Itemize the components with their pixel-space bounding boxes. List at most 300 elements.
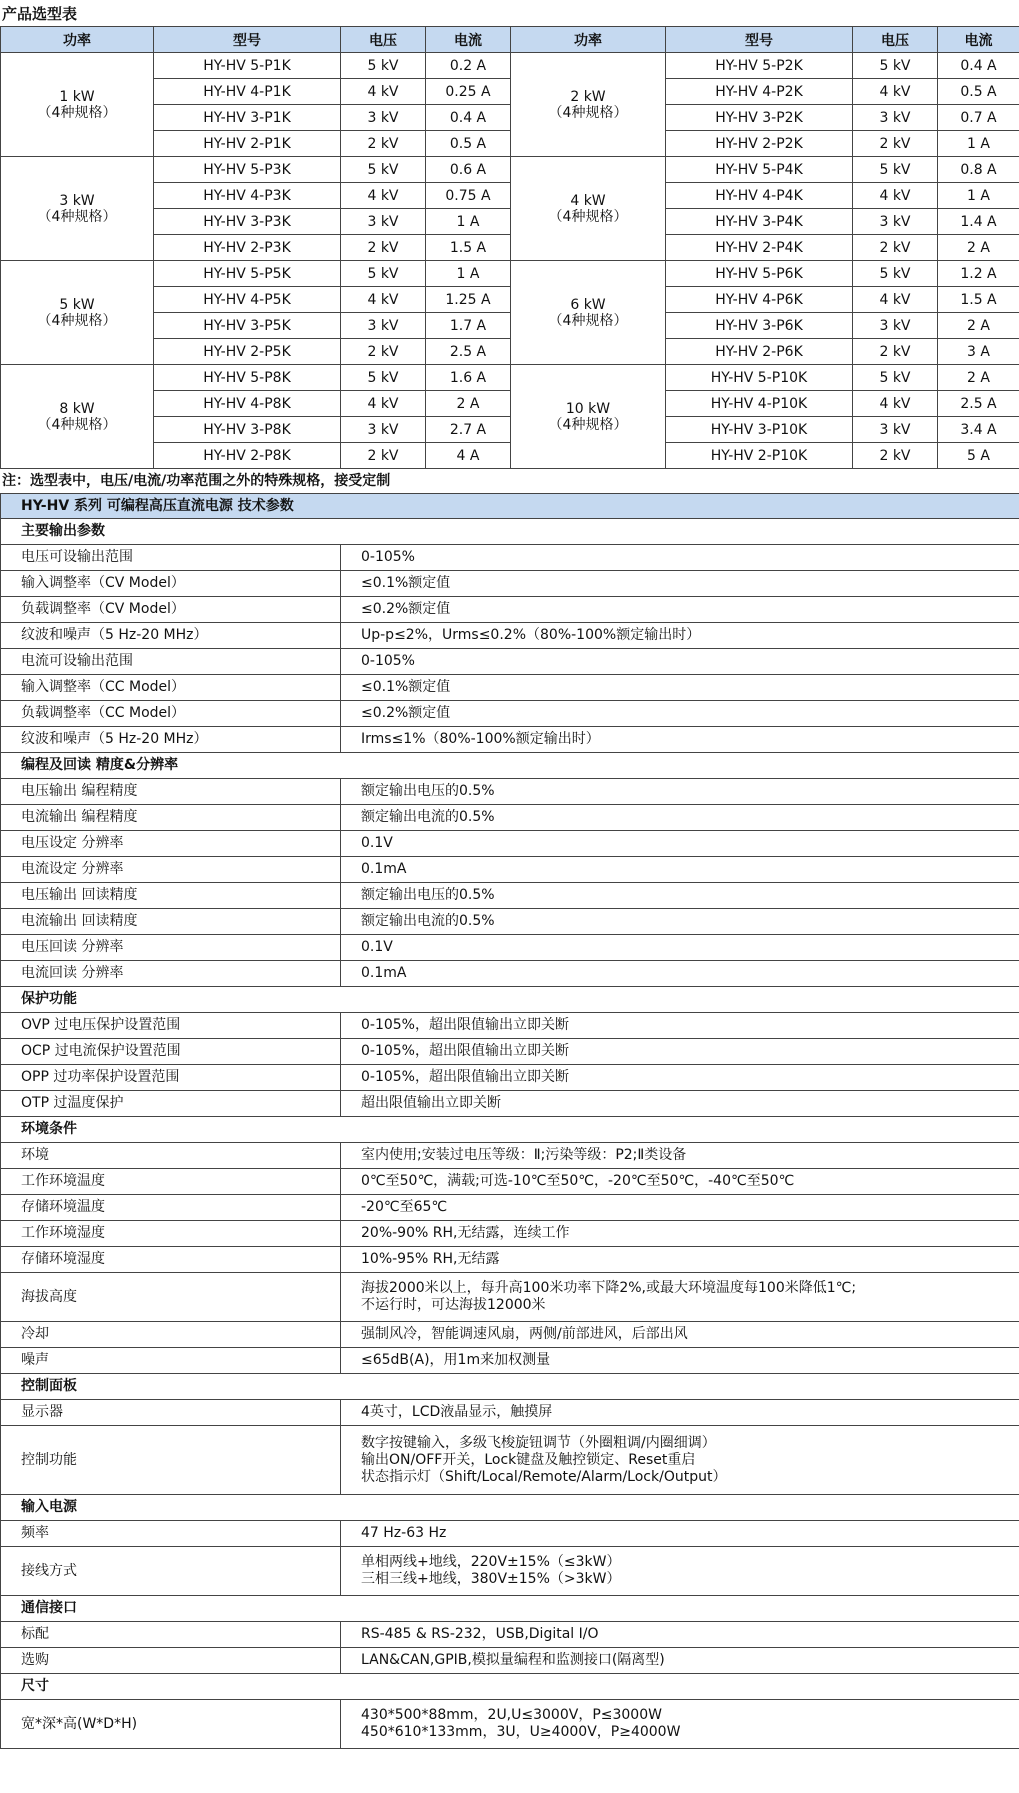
current-cell: 0.5 A bbox=[426, 131, 511, 157]
current-cell: 1.25 A bbox=[426, 287, 511, 313]
column-header: 电压 bbox=[341, 27, 426, 53]
table-row bbox=[1, 417, 1019, 443]
table-row bbox=[1, 1596, 1019, 1622]
section-header: 主要输出参数 bbox=[1, 519, 1019, 545]
model-cell: HY-HV 4-P10K bbox=[666, 391, 853, 417]
table-row bbox=[1, 391, 1019, 417]
spec-value bbox=[341, 1013, 1019, 1039]
power-cell bbox=[1, 261, 154, 365]
power-cell bbox=[1, 365, 154, 469]
voltage-cell: 4 kV bbox=[341, 391, 426, 417]
voltage-cell: 5 kV bbox=[341, 365, 426, 391]
spec-value bbox=[341, 935, 1019, 961]
spec-value bbox=[341, 909, 1019, 935]
spec-label: 环境 bbox=[1, 1143, 341, 1169]
spec-value-line: 单相两线+地线，220V±15%（≤3kW） bbox=[361, 1554, 621, 1570]
current-cell: 2 A bbox=[938, 365, 1019, 391]
power-value: 4 kW bbox=[570, 192, 606, 209]
spec-value bbox=[341, 1169, 1019, 1195]
voltage-cell: 3 kV bbox=[341, 417, 426, 443]
voltage-cell: 4 kV bbox=[341, 183, 426, 209]
spec-label: 电流可设输出范围 bbox=[1, 649, 341, 675]
voltage-cell: 3 kV bbox=[853, 209, 938, 235]
model-cell: HY-HV 2-P3K bbox=[154, 235, 341, 261]
spec-value-line: 0.1mA bbox=[361, 965, 407, 981]
voltage-cell: 3 kV bbox=[341, 313, 426, 339]
model-cell: HY-HV 3-P6K bbox=[666, 313, 853, 339]
spec-label: 电流输出 回读精度 bbox=[1, 909, 341, 935]
spec-value-line: RS-485 & RS-232，USB,Digital I/O bbox=[361, 1626, 599, 1642]
model-cell: HY-HV 4-P2K bbox=[666, 79, 853, 105]
power-value: 10 kW bbox=[565, 400, 611, 417]
voltage-cell: 3 kV bbox=[853, 313, 938, 339]
section-header: 保护功能 bbox=[1, 987, 1019, 1013]
spec-value bbox=[341, 571, 1019, 597]
table-row bbox=[1, 1247, 1019, 1273]
spec-label: OCP 过电流保护设置范围 bbox=[1, 1039, 341, 1065]
spec-label: 电压可设输出范围 bbox=[1, 545, 341, 571]
voltage-cell: 5 kV bbox=[853, 157, 938, 183]
current-cell: 1.5 A bbox=[426, 235, 511, 261]
power-value: 3 kW bbox=[59, 192, 95, 209]
model-cell: HY-HV 3-P5K bbox=[154, 313, 341, 339]
voltage-cell: 4 kV bbox=[853, 287, 938, 313]
voltage-cell: 3 kV bbox=[341, 209, 426, 235]
spec-value bbox=[341, 1547, 1019, 1596]
voltage-cell: 4 kV bbox=[341, 79, 426, 105]
current-cell: 2 A bbox=[938, 235, 1019, 261]
current-cell: 1.6 A bbox=[426, 365, 511, 391]
section-header: 输入电源 bbox=[1, 1495, 1019, 1521]
model-cell: HY-HV 3-P1K bbox=[154, 105, 341, 131]
current-cell: 4 A bbox=[426, 443, 511, 469]
model-cell: HY-HV 5-P4K bbox=[666, 157, 853, 183]
spec-value bbox=[341, 1273, 1019, 1322]
model-cell: HY-HV 3-P8K bbox=[154, 417, 341, 443]
table-row bbox=[1, 1039, 1019, 1065]
table-row bbox=[1, 831, 1019, 857]
power-value: 8 kW bbox=[59, 400, 95, 417]
power-cell bbox=[511, 53, 666, 157]
spec-value-line: 0-105%，超出限值输出立即关断 bbox=[361, 1069, 569, 1085]
model-cell: HY-HV 3-P4K bbox=[666, 209, 853, 235]
table-row bbox=[1, 701, 1019, 727]
spec-label: 负载调整率（CV Model） bbox=[1, 597, 341, 623]
voltage-cell: 4 kV bbox=[853, 79, 938, 105]
table-row bbox=[1, 1117, 1019, 1143]
table-row bbox=[1, 857, 1019, 883]
spec-label: 电流输出 编程精度 bbox=[1, 805, 341, 831]
model-cell: HY-HV 2-P8K bbox=[154, 443, 341, 469]
spec-title-row bbox=[1, 494, 1019, 519]
table-row bbox=[1, 365, 1019, 391]
table-row bbox=[1, 183, 1019, 209]
table-row bbox=[1, 675, 1019, 701]
table-row bbox=[1, 805, 1019, 831]
spec-label: 存储环境湿度 bbox=[1, 1247, 341, 1273]
model-cell: HY-HV 4-P5K bbox=[154, 287, 341, 313]
spec-value bbox=[341, 1426, 1019, 1495]
selection-note: 注：选型表中，电压/电流/功率范围之外的特殊规格，接受定制 bbox=[2, 473, 391, 489]
spec-value bbox=[341, 649, 1019, 675]
spec-label: 电压回读 分辨率 bbox=[1, 935, 341, 961]
table-row bbox=[1, 1221, 1019, 1247]
spec-label: 冷却 bbox=[1, 1322, 341, 1348]
spec-label: OVP 过电压保护设置范围 bbox=[1, 1013, 341, 1039]
section-header: 环境条件 bbox=[1, 1117, 1019, 1143]
table-row bbox=[1, 339, 1019, 365]
spec-value-line: ≤0.1%额定值 bbox=[361, 679, 451, 695]
table-row bbox=[1, 235, 1019, 261]
voltage-cell: 5 kV bbox=[853, 365, 938, 391]
spec-value bbox=[341, 1348, 1019, 1374]
column-header: 型号 bbox=[154, 27, 341, 53]
spec-value bbox=[341, 545, 1019, 571]
spec-label: 负载调整率（CC Model） bbox=[1, 701, 341, 727]
table-row bbox=[1, 443, 1019, 469]
spec-label: 海拔高度 bbox=[1, 1273, 341, 1322]
voltage-cell: 3 kV bbox=[341, 105, 426, 131]
spec-value bbox=[341, 779, 1019, 805]
column-header: 电流 bbox=[426, 27, 511, 53]
spec-count: （4种规格） bbox=[37, 104, 117, 121]
model-cell: HY-HV 2-P2K bbox=[666, 131, 853, 157]
model-cell: HY-HV 2-P10K bbox=[666, 443, 853, 469]
spec-value-line: -20℃至65℃ bbox=[361, 1199, 448, 1215]
spec-value-line: 数字按键输入，多级飞梭旋钮调节（外圈粗调/内圈细调） bbox=[361, 1434, 716, 1451]
spec-value-line: 450*610*133mm，3U，U≥4000V，P≥4000W bbox=[361, 1724, 681, 1740]
spec-title: HY-HV 系列 可编程高压直流电源 技术参数 bbox=[1, 494, 1019, 519]
model-cell: HY-HV 4-P8K bbox=[154, 391, 341, 417]
model-cell: HY-HV 5-P1K bbox=[154, 53, 341, 79]
current-cell: 0.5 A bbox=[938, 79, 1019, 105]
power-cell bbox=[511, 157, 666, 261]
current-cell: 0.7 A bbox=[938, 105, 1019, 131]
voltage-cell: 5 kV bbox=[341, 53, 426, 79]
spec-label: 存储环境温度 bbox=[1, 1195, 341, 1221]
spec-value bbox=[341, 701, 1019, 727]
voltage-cell: 2 kV bbox=[341, 131, 426, 157]
current-cell: 1.7 A bbox=[426, 313, 511, 339]
column-header: 功率 bbox=[511, 27, 666, 53]
current-cell: 3 A bbox=[938, 339, 1019, 365]
voltage-cell: 4 kV bbox=[853, 183, 938, 209]
table-row bbox=[1, 1195, 1019, 1221]
spec-value bbox=[341, 675, 1019, 701]
voltage-cell: 2 kV bbox=[341, 235, 426, 261]
voltage-cell: 2 kV bbox=[341, 339, 426, 365]
voltage-cell: 5 kV bbox=[853, 261, 938, 287]
spec-value bbox=[341, 1648, 1019, 1674]
table-row bbox=[1, 313, 1019, 339]
power-cell bbox=[511, 261, 666, 365]
table-row bbox=[1, 545, 1019, 571]
current-cell: 0.25 A bbox=[426, 79, 511, 105]
table-row bbox=[1, 961, 1019, 987]
selection-table bbox=[0, 26, 1019, 469]
current-cell: 1 A bbox=[426, 209, 511, 235]
table-row bbox=[1, 1065, 1019, 1091]
spec-value bbox=[341, 1400, 1019, 1426]
model-cell: HY-HV 2-P4K bbox=[666, 235, 853, 261]
spec-value-line: 超出限值输出立即关断 bbox=[361, 1095, 501, 1111]
spec-value bbox=[341, 1221, 1019, 1247]
spec-value-line: 额定输出电流的0.5% bbox=[361, 809, 495, 825]
spec-value-line: 额定输出电流的0.5% bbox=[361, 913, 495, 929]
spec-label: 工作环境温度 bbox=[1, 1169, 341, 1195]
spec-count: （4种规格） bbox=[548, 312, 628, 329]
spec-count: （4种规格） bbox=[548, 416, 628, 433]
spec-label: 电压设定 分辨率 bbox=[1, 831, 341, 857]
spec-label: 电压输出 回读精度 bbox=[1, 883, 341, 909]
spec-value-line: 状态指示灯（Shift/Local/Remote/Alarm/Lock/Output） bbox=[361, 1468, 727, 1485]
table-row bbox=[1, 1143, 1019, 1169]
spec-label: 选购 bbox=[1, 1648, 341, 1674]
spec-label: 工作环境湿度 bbox=[1, 1221, 341, 1247]
section-header: 尺寸 bbox=[1, 1674, 1019, 1700]
spec-value bbox=[341, 597, 1019, 623]
current-cell: 0.75 A bbox=[426, 183, 511, 209]
spec-value-line: 0-105% bbox=[361, 549, 415, 565]
table-row bbox=[1, 1426, 1019, 1495]
table-row bbox=[1, 1013, 1019, 1039]
current-cell: 2.5 A bbox=[938, 391, 1019, 417]
spec-value-line: 10%-95% RH,无结露 bbox=[361, 1251, 500, 1267]
power-value: 1 kW bbox=[59, 88, 95, 105]
spec-value-line: LAN&CAN,GPIB,模拟量编程和监测接口(隔离型) bbox=[361, 1652, 665, 1668]
power-value: 5 kW bbox=[59, 296, 95, 313]
spec-value-line: 强制风冷，智能调速风扇，两侧/前部进风，后部出风 bbox=[361, 1326, 688, 1342]
spec-value-line: ≤0.1%额定值 bbox=[361, 575, 451, 591]
current-cell: 1.2 A bbox=[938, 261, 1019, 287]
table-row bbox=[1, 1348, 1019, 1374]
current-cell: 2.7 A bbox=[426, 417, 511, 443]
model-cell: HY-HV 4-P4K bbox=[666, 183, 853, 209]
table-row bbox=[1, 287, 1019, 313]
spec-value-line: 额定输出电压的0.5% bbox=[361, 887, 495, 903]
spec-value-line: 0.1V bbox=[361, 939, 393, 955]
current-cell: 1 A bbox=[426, 261, 511, 287]
table-row bbox=[1, 1674, 1019, 1700]
spec-value bbox=[341, 1195, 1019, 1221]
table-row bbox=[1, 935, 1019, 961]
spec-value-line: 三相三线+地线，380V±15%（>3kW） bbox=[361, 1571, 621, 1587]
power-cell bbox=[1, 53, 154, 157]
spec-value bbox=[341, 727, 1019, 753]
table-row bbox=[1, 909, 1019, 935]
column-header: 型号 bbox=[666, 27, 853, 53]
spec-label: 标配 bbox=[1, 1622, 341, 1648]
table-row bbox=[1, 753, 1019, 779]
spec-value bbox=[341, 961, 1019, 987]
spec-value bbox=[341, 1091, 1019, 1117]
column-header: 电压 bbox=[853, 27, 938, 53]
model-cell: HY-HV 2-P6K bbox=[666, 339, 853, 365]
current-cell: 2 A bbox=[938, 313, 1019, 339]
spec-value-line: 海拔2000米以上，每升高100米功率下降2%,或最大环境温度每100米降低1℃; bbox=[361, 1280, 857, 1296]
spec-value bbox=[341, 831, 1019, 857]
spec-value-line: ≤0.2%额定值 bbox=[361, 601, 451, 617]
spec-label: 输入调整率（CV Model） bbox=[1, 571, 341, 597]
spec-value-line: 47 Hz-63 Hz bbox=[361, 1525, 447, 1541]
table-row bbox=[1, 1400, 1019, 1426]
spec-label: OPP 过功率保护设置范围 bbox=[1, 1065, 341, 1091]
table-row bbox=[1, 105, 1019, 131]
table-row bbox=[1, 131, 1019, 157]
power-value: 6 kW bbox=[570, 296, 606, 313]
spec-value bbox=[341, 805, 1019, 831]
power-cell bbox=[511, 365, 666, 469]
table-row bbox=[1, 209, 1019, 235]
table-row bbox=[1, 1273, 1019, 1322]
voltage-cell: 2 kV bbox=[853, 339, 938, 365]
current-cell: 0.4 A bbox=[426, 105, 511, 131]
current-cell: 5 A bbox=[938, 443, 1019, 469]
spec-value-line: 20%-90% RH,无结露，连续工作 bbox=[361, 1225, 570, 1241]
spec-value bbox=[341, 1143, 1019, 1169]
model-cell: HY-HV 2-P1K bbox=[154, 131, 341, 157]
section-header: 通信接口 bbox=[1, 1596, 1019, 1622]
voltage-cell: 2 kV bbox=[853, 443, 938, 469]
spec-label: 接线方式 bbox=[1, 1547, 341, 1596]
current-cell: 3.4 A bbox=[938, 417, 1019, 443]
model-cell: HY-HV 4-P6K bbox=[666, 287, 853, 313]
spec-value bbox=[341, 1622, 1019, 1648]
model-cell: HY-HV 2-P5K bbox=[154, 339, 341, 365]
spec-value-line: ≤0.2%额定值 bbox=[361, 705, 451, 721]
table-row bbox=[1, 1169, 1019, 1195]
spec-label: 电流回读 分辨率 bbox=[1, 961, 341, 987]
spec-value-line: 4英寸，LCD液晶显示，触摸屏 bbox=[361, 1404, 553, 1420]
voltage-cell: 2 kV bbox=[853, 235, 938, 261]
spec-value-line: 0℃至50℃，满载;可选-10℃至50℃，-20℃至50℃，-40℃至50℃ bbox=[361, 1173, 795, 1189]
table-row bbox=[1, 883, 1019, 909]
spec-value-line: ≤65dB(A)，用1m来加权测量 bbox=[361, 1352, 551, 1368]
voltage-cell: 2 kV bbox=[341, 443, 426, 469]
model-cell: HY-HV 5-P2K bbox=[666, 53, 853, 79]
table-row bbox=[1, 1322, 1019, 1348]
table-row bbox=[1, 727, 1019, 753]
spec-label: 输入调整率（CC Model） bbox=[1, 675, 341, 701]
spec-value bbox=[341, 883, 1019, 909]
spec-label: 控制功能 bbox=[1, 1426, 341, 1495]
table-row bbox=[1, 1648, 1019, 1674]
spec-value bbox=[341, 1065, 1019, 1091]
spec-label: 纹波和噪声（5 Hz-20 MHz） bbox=[1, 623, 341, 649]
spec-label: OTP 过温度保护 bbox=[1, 1091, 341, 1117]
spec-label: 宽*深*高(W*D*H) bbox=[1, 1700, 341, 1749]
spec-label: 纹波和噪声（5 Hz-20 MHz） bbox=[1, 727, 341, 753]
selection-header-row bbox=[1, 27, 1019, 53]
table-row bbox=[1, 1521, 1019, 1547]
spec-value bbox=[341, 623, 1019, 649]
current-cell: 1 A bbox=[938, 183, 1019, 209]
table-row bbox=[1, 623, 1019, 649]
spec-label: 显示器 bbox=[1, 1400, 341, 1426]
column-header: 电流 bbox=[938, 27, 1019, 53]
model-cell: HY-HV 3-P10K bbox=[666, 417, 853, 443]
table-row bbox=[1, 597, 1019, 623]
voltage-cell: 3 kV bbox=[853, 417, 938, 443]
spec-count: （4种规格） bbox=[37, 416, 117, 433]
spec-value-line: Up-p≤2%，Urms≤0.2%（80%-100%额定输出时） bbox=[361, 627, 701, 643]
section-header: 控制面板 bbox=[1, 1374, 1019, 1400]
voltage-cell: 5 kV bbox=[341, 261, 426, 287]
spec-table bbox=[0, 493, 1019, 1749]
table-row bbox=[1, 1547, 1019, 1596]
spec-value-line: 0-105% bbox=[361, 653, 415, 669]
spec-count: （4种规格） bbox=[37, 312, 117, 329]
spec-value bbox=[341, 1039, 1019, 1065]
model-cell: HY-HV 5-P3K bbox=[154, 157, 341, 183]
voltage-cell: 5 kV bbox=[853, 53, 938, 79]
table-row bbox=[1, 1374, 1019, 1400]
voltage-cell: 4 kV bbox=[853, 391, 938, 417]
spec-value bbox=[341, 1521, 1019, 1547]
model-cell: HY-HV 5-P5K bbox=[154, 261, 341, 287]
spec-count: （4种规格） bbox=[548, 104, 628, 121]
current-cell: 0.2 A bbox=[426, 53, 511, 79]
table-row bbox=[1, 1700, 1019, 1749]
spec-value-line: 0-105%，超出限值输出立即关断 bbox=[361, 1043, 569, 1059]
voltage-cell: 5 kV bbox=[341, 157, 426, 183]
table-row bbox=[1, 779, 1019, 805]
spec-count: （4种规格） bbox=[548, 208, 628, 225]
spec-value bbox=[341, 857, 1019, 883]
table-row bbox=[1, 519, 1019, 545]
model-cell: HY-HV 3-P2K bbox=[666, 105, 853, 131]
column-header: 功率 bbox=[1, 27, 154, 53]
spec-count: （4种规格） bbox=[37, 208, 117, 225]
voltage-cell: 3 kV bbox=[853, 105, 938, 131]
section-header: 编程及回读 精度&分辨率 bbox=[1, 753, 1019, 779]
power-value: 2 kW bbox=[570, 88, 606, 105]
current-cell: 1 A bbox=[938, 131, 1019, 157]
table-row bbox=[1, 1495, 1019, 1521]
model-cell: HY-HV 3-P3K bbox=[154, 209, 341, 235]
current-cell: 2.5 A bbox=[426, 339, 511, 365]
table-row bbox=[1, 53, 1019, 79]
current-cell: 2 A bbox=[426, 391, 511, 417]
current-cell: 1.5 A bbox=[938, 287, 1019, 313]
spec-value-line: Irms≤1%（80%-100%额定输出时） bbox=[361, 731, 600, 747]
current-cell: 1.4 A bbox=[938, 209, 1019, 235]
table-row bbox=[1, 1622, 1019, 1648]
table-row bbox=[1, 79, 1019, 105]
spec-value bbox=[341, 1700, 1019, 1749]
selection-table-title: 产品选型表 bbox=[2, 5, 78, 23]
model-cell: HY-HV 4-P3K bbox=[154, 183, 341, 209]
spec-label: 频率 bbox=[1, 1521, 341, 1547]
current-cell: 0.8 A bbox=[938, 157, 1019, 183]
spec-value-line: 室内使用;安装过电压等级：Ⅱ;污染等级：P2;Ⅱ类设备 bbox=[361, 1147, 687, 1163]
voltage-cell: 2 kV bbox=[853, 131, 938, 157]
spec-label: 电流设定 分辨率 bbox=[1, 857, 341, 883]
spec-label: 电压输出 编程精度 bbox=[1, 779, 341, 805]
spec-value-line: 额定输出电压的0.5% bbox=[361, 783, 495, 799]
current-cell: 0.6 A bbox=[426, 157, 511, 183]
table-row bbox=[1, 1091, 1019, 1117]
model-cell: HY-HV 4-P1K bbox=[154, 79, 341, 105]
model-cell: HY-HV 5-P10K bbox=[666, 365, 853, 391]
spec-value-line: 430*500*88mm，2U,U≤3000V，P≤3000W bbox=[361, 1707, 662, 1723]
spec-value-line: 0-105%，超出限值输出立即关断 bbox=[361, 1017, 569, 1033]
spec-value-line: 0.1V bbox=[361, 835, 393, 851]
current-cell: 0.4 A bbox=[938, 53, 1019, 79]
power-cell bbox=[1, 157, 154, 261]
voltage-cell: 4 kV bbox=[341, 287, 426, 313]
spec-value bbox=[341, 1322, 1019, 1348]
